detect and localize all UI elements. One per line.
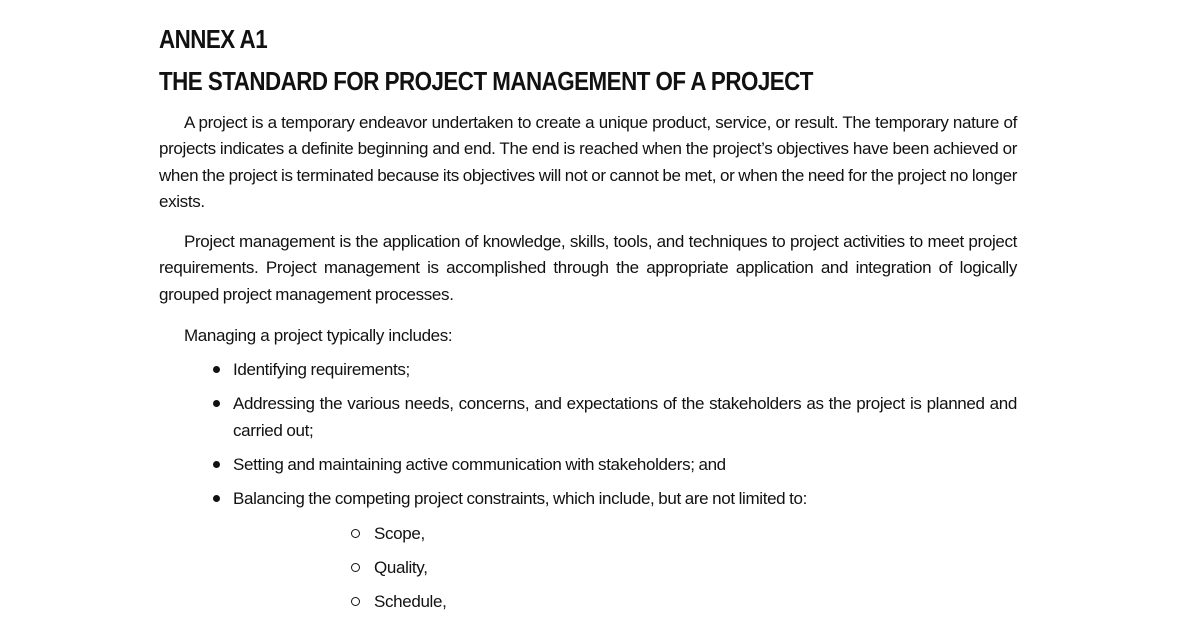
list-item [159, 356, 1017, 383]
paragraph-project-management-definition: Project management is the application of knowledge, skills, tools, and techniques to project activities to meet project requirements. Project management is accomplished through the appropriate application and integration of logically grouped project management processes. [159, 232, 1017, 304]
paragraph-project-definition: A project is a temporary endeavor undertaken to create a unique product, service, or result. The temporary nature of projects indicates a definite beginning and end. The end is reached when the project’s objectives have been achieved or when the project is terminated because its objectives will not or cannot be met, or when the need for the project no longer exists. [159, 113, 1017, 211]
sub-list-item [233, 554, 1017, 581]
list-item-text: Setting and maintaining active communication with stakeholders; and [233, 455, 726, 475]
list-item-text: Identifying requirements; [233, 360, 410, 380]
hollow-circle-bullet-icon [351, 563, 360, 572]
annex-label: ANNEX A1 [159, 24, 268, 54]
sub-list-item-text: Schedule, [374, 592, 447, 612]
list-item-text: Balancing the competing project constraints, which include, but are not limited to: [233, 489, 808, 509]
hollow-circle-bullet-icon [351, 529, 360, 538]
filled-circle-bullet-icon [213, 400, 220, 407]
list-item [159, 451, 1017, 478]
sub-list-item-text: Quality, [374, 558, 428, 578]
document-title: THE STANDARD FOR PROJECT MANAGEMENT OF A PROJECT [159, 66, 813, 96]
list-item [159, 485, 1017, 615]
bullet-list [159, 356, 1017, 615]
filled-circle-bullet-icon [213, 366, 220, 373]
document-page [159, 26, 1017, 622]
list-item-text: Addressing the various needs, concerns, and expectations of the stakeholders as the project is planned and carried out; [233, 394, 1017, 441]
filled-circle-bullet-icon [213, 461, 220, 468]
hollow-circle-bullet-icon [351, 597, 360, 606]
list-intro: Managing a project typically includes: [184, 326, 453, 346]
filled-circle-bullet-icon [213, 495, 220, 502]
sub-bullet-list [233, 520, 1017, 615]
sub-list-item [233, 520, 1017, 547]
sub-list-item-text: Scope, [374, 524, 425, 544]
list-item [159, 390, 1017, 444]
sub-list-item [233, 588, 1017, 615]
